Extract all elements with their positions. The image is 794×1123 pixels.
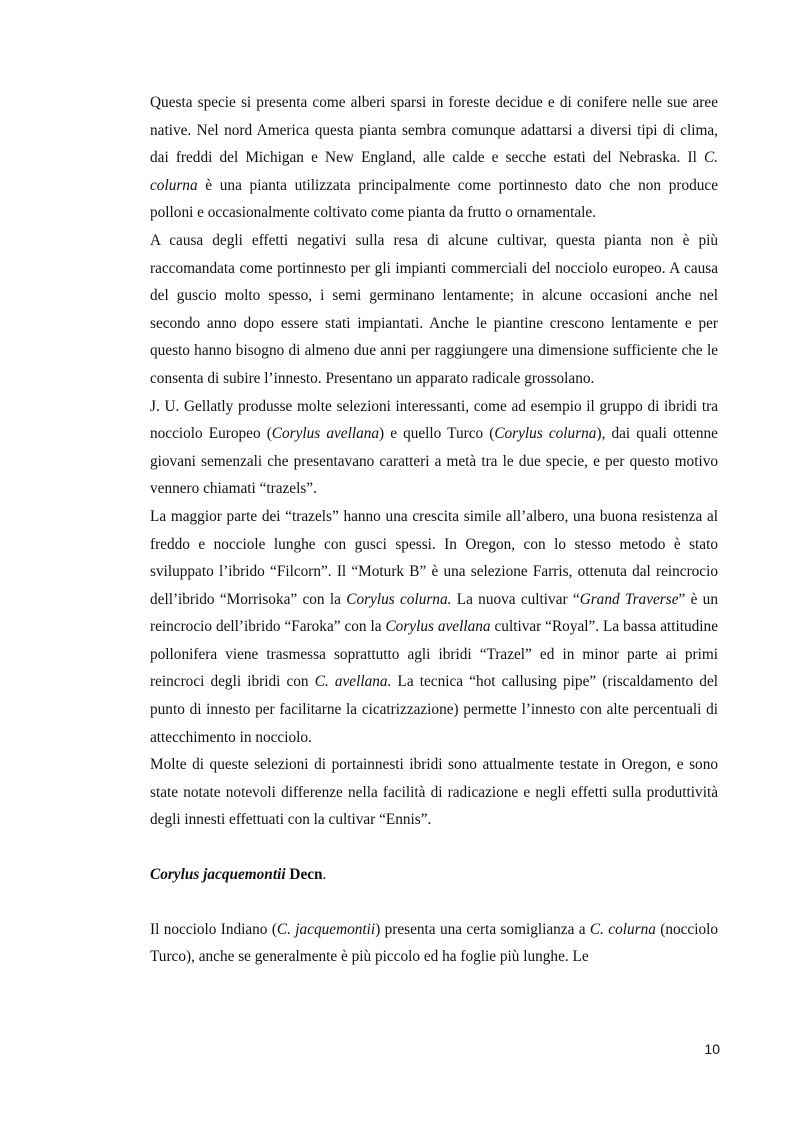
italic-term: Corylus colurna (494, 425, 597, 443)
text-run: A causa degli effetti negativi sulla resa di alcune cultivar, questa pianta non è più raccomandata come portinnesto per gli impianti commerciali del nocciolo europeo. A causa del guscio molto spesso, i semi germinano lentamente; in alcune occasioni anche nel secondo anno dopo essere stati impiantati. Anche le piantine crescono lentamente e per questo hanno bisogno di almeno due anni per raggiungere una dimensione sufficiente che le consenta di subire l’innesto. Presentano un apparato radicale grossolano. (150, 231, 718, 387)
paragraph (150, 227, 718, 393)
italic-term: C. avellana. (314, 673, 392, 691)
italic-term: C. colurna (589, 920, 656, 938)
text-run: ), dai quali ottenne giovani semenzali che presentavano caratteri a metà tra le due specie, e per questo motivo vennero chiamati “trazels”. (150, 425, 718, 498)
italic-term: Corylus avellana (385, 618, 491, 636)
italic-term: Corylus colurna. (346, 590, 452, 608)
text-run: La nuova cultivar “ (451, 590, 580, 608)
heading-species-name: Corylus jacquemontii (150, 866, 286, 884)
italic-term: Corylus avellana (271, 425, 380, 443)
heading-trailing: . (322, 866, 327, 884)
paragraph (150, 89, 718, 227)
text-run: J. U. Gellatly produsse molte selezioni interessanti, come ad esempio il gruppo di ibridi tra nocciolo Europeo ( (150, 397, 718, 443)
page-number: 10 (704, 1041, 720, 1057)
heading-author: Decn (285, 866, 323, 884)
italic-term: Grand Traverse (579, 590, 679, 608)
page-body (150, 89, 718, 971)
paragraph (150, 393, 718, 503)
text-run: ) presenta una certa somiglianza a (375, 920, 590, 938)
text-run: ” è un reincrocio dell’ibrido “Faroka” con la (150, 590, 718, 636)
text-run: cultivar “Royal”. La bassa attitudine pollonifera viene trasmessa soprattutto agli ibridi “Trazel” ed in minor parte ai primi reincroci degli ibridi con (150, 618, 718, 691)
paragraph-final (150, 916, 718, 971)
text-run: La tecnica “hot callusing pipe” (riscaldamento del punto di innesto per facilitarne la cicatrizzazione) permette l’innesto con alte percentuali di attecchimento in nocciolo. (150, 673, 718, 746)
text-run: La maggior parte dei “trazels” hanno una crescita simile all’albero, una buona resistenza al freddo e nocciole lunghe con gusci spessi. In Oregon, con lo stesso metodo è stato sviluppato l’ibrido “Filcorn”. Il “Moturk B” è una selezione Farris, ottenuta dal reincrocio dell’ibrido “Morrisoka” con la (150, 507, 718, 608)
text-run: Questa specie si presenta come alberi sparsi in foreste decidue e di conifere nelle sue aree native. Nel nord America questa pianta sembra comunque adattarsi a diversi tipi di clima, dai freddi del Michigan e New England, alle calde e secche estati del Nebraska. Il (150, 94, 718, 167)
text-run: (nocciolo Turco), anche se generalmente è più piccolo ed ha foglie più lunghe. Le (150, 920, 719, 966)
text-run: Molte di queste selezioni di portainnesti ibridi sono attualmente testate in Oregon, e sono state notate notevoli differenze nella facilità di radicazione e negli effetti sulla produttività degli innesti effettuati con la cultivar “Ennis”. (150, 756, 718, 829)
paragraph (150, 751, 718, 834)
italic-term: C. jacquemontii (276, 920, 376, 938)
italic-term: C. colurna (150, 149, 718, 194)
body-text (150, 89, 718, 834)
text-run: Il nocciolo Indiano ( (150, 920, 277, 938)
section-heading (150, 861, 718, 889)
text-run: ) e quello Turco ( (379, 425, 495, 443)
text-run: è una pianta utilizzata principalmente come portinnesto dato che non produce polloni e occasionalmente coltivato come pianta da frutto o ornamentale. (150, 176, 718, 222)
paragraph (150, 503, 718, 751)
